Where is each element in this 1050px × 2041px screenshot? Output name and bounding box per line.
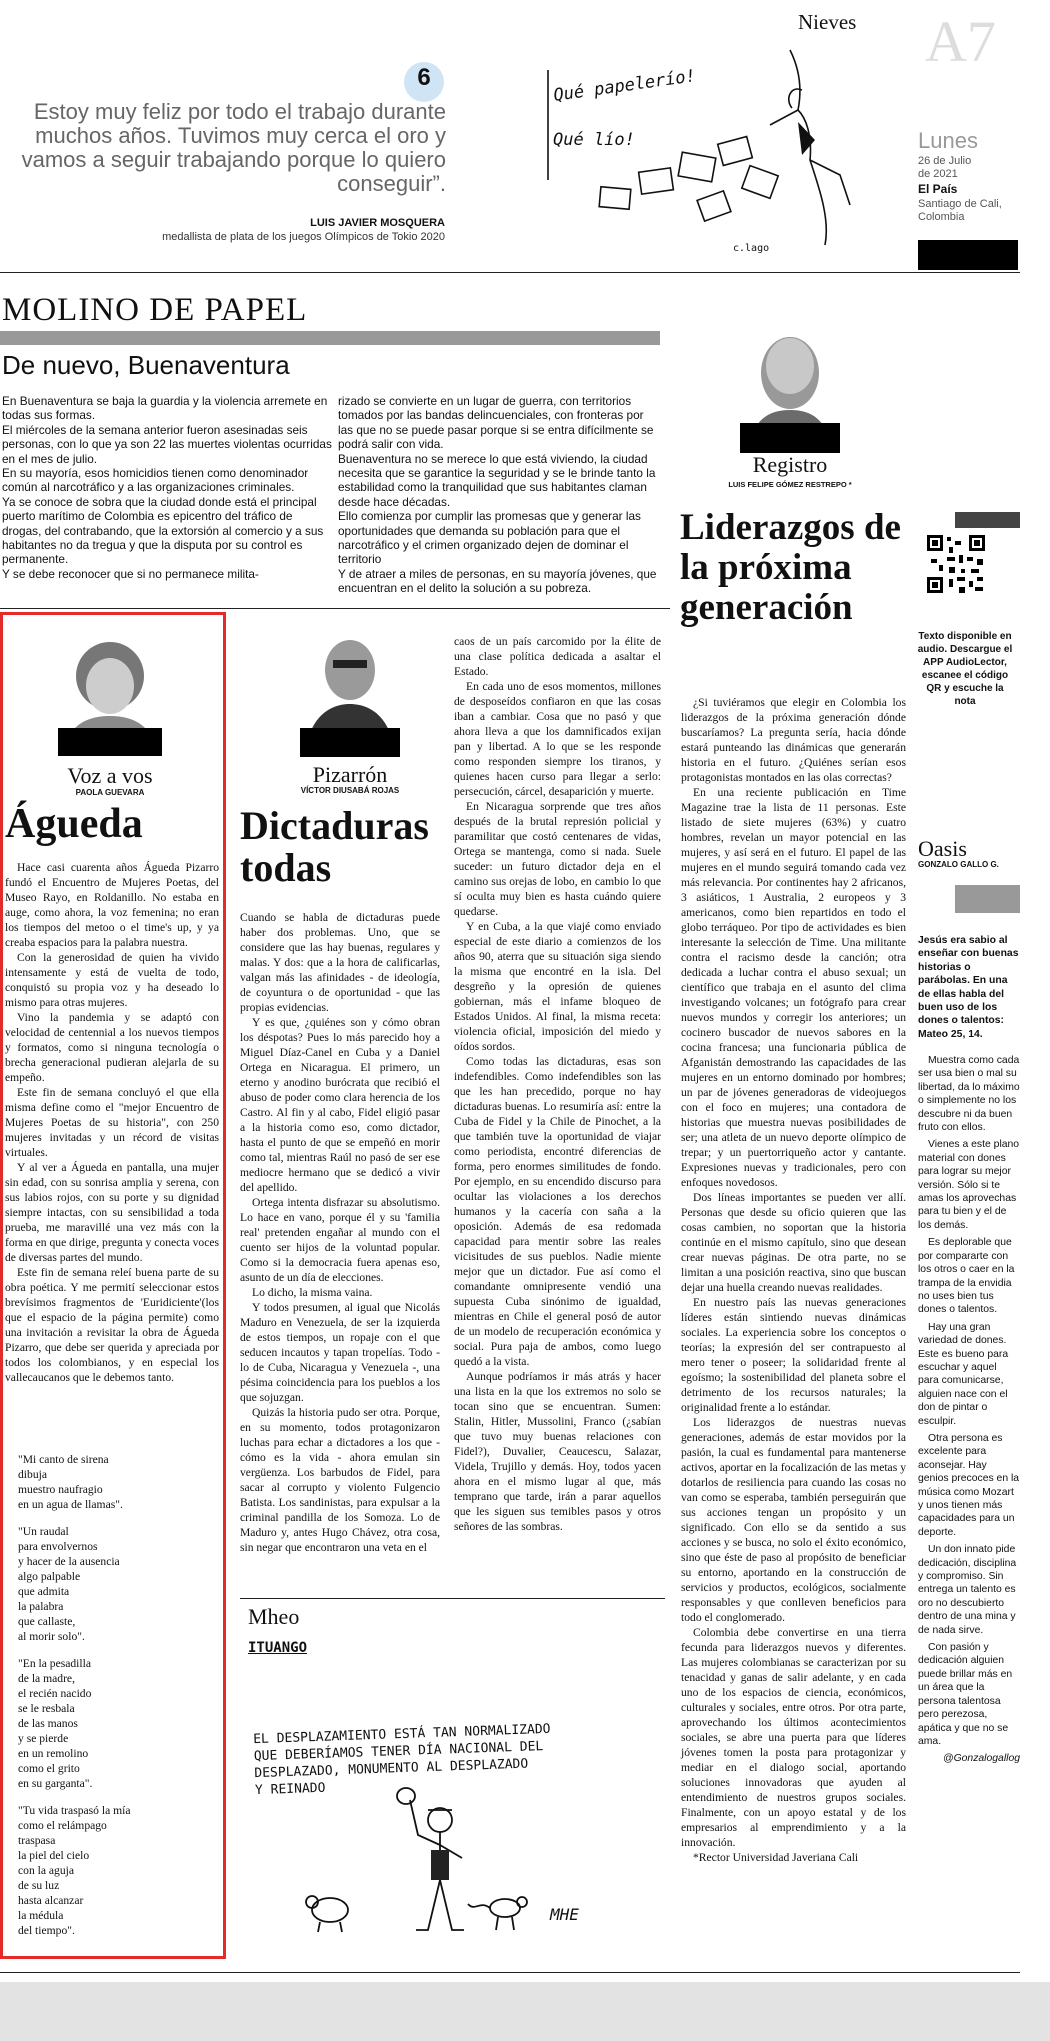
oasis-paragraph: Vienes a este plano material con dones para lograr su mejor versión. Sólo si te amas los aprovechas para tu bien y el de los demás. [918,1139,1020,1231]
top-rule [0,272,1020,273]
registro-title: Liderazgos de la próxima generación [680,507,901,628]
oasis-paragraph: Hay una gran variedad de dones. Este es bueno para escuchar y aquel para comunicarse, alguien nace con el don de pintar o esculpir. [918,1321,1009,1427]
voz-title: Águeda [5,801,143,847]
voz-portrait-image [56,628,164,756]
footer-band [0,1982,1050,2041]
pizarron-author: VÍCTOR DIUSABÁ ROJAS [300,786,400,795]
quote-text: Estoy muy feliz por todo el trabajo durante muchos años. Tuvimos muy cerca el oro y vamos a seguir trabajando porque lo quiero conseguir”. [21,99,446,196]
registro-footnote: *Rector Universidad Javeriana Cali [693,1851,859,1864]
pizarron-paragraph: caos de un país carcomido por la élite de una clase política dedicada a asaltar el Estado. [454,635,661,678]
oasis-lead: Jesús era sabio al enseñar con buenas historias o parábolas. En una de ellas habla del buen uso de los dones o talentos: Mateo 25, 14. [918,935,1019,1040]
oasis-author: GONZALO GALLO G. [918,860,999,869]
pizarron-title: Dictaduras todas [240,803,429,890]
audio-text-line: escanee el código [921,670,1009,681]
voz-poem: "Mi canto de sirena dibuja muestro naufragio en un agua de llamas". [18,1453,123,1511]
voz-paragraph: Este fin de semana concluyó el que ella misma define como el "mejor Encuentro de Mujeres Poetas de su historia", con 250 mujeres invitadas y un récord de visitas virtuales. [5,1086,219,1159]
pizarron-paragraph: Quizás la historia pudo ser otra. Porque, en su momento, todos protagonizaron luchas para echar a dictadores a los que - cómo es la vida - ahora emulan sin vergüenza. Los barbudos de Fidel, para sacar al corrupto y violento Fulgencio Batista. Los sandinistas, para expulsar a la criminal pandilla de los Somoza. Lo de Maduro y, antes Hugo Chávez, otra cosa, sin negar que encontraron una veta en el [240,1406,440,1554]
registro-body [681,695,906,1865]
pizarron-portrait-image [300,622,400,757]
editorial-title: De nuevo, Buenaventura [2,350,290,380]
oasis-bar [955,885,1020,913]
registro-paragraph: En una reciente publicación en Time Magazine trae la lista de 11 personas. Este listado de siete mujeres (63%) y cuatro hombres, revelan un mayor potencial en las mujeres, y así será en el futuro. El papel de las mujeres en el mundo seguirá tomando cada vez más relevancia. Por continentes hay 2 africanos, 3 asiáticos, 1 Australia, 2 europeos y 3 americanos, como bien repartidos en todo el globo terráqueo. Por tipo de actividades es bien interesante la selección de Time. Una militante contra el racismo desde la canción; otra dedicada a luchar contra el abuso sexual; un científico que trabaja en el asunto del clima investigando volcanes; un fotógrafo para crear nuevos mundos y corregir los anteriores; un cocinero buscador de nuevos sabores en la cocina francesa; una funcionaria pública de Afganistán demostrando las capacidades de las mujeres en un entorno dominado por hombres; un par de jóvenes generadoras de videojuegos con el foco en mujeres; una contadora de historias que muestra nuevas posibilidades de ser; una atleta de un nuevo deporte olímpico de trepar; y un puertorriqueño actor y cantante. Expresiones nuevas y tradicionales, pero con enfoques novedosos. [681,786,906,1189]
registro-paragraph: Los liderazgos de nuestras nuevas generaciones, además de estar movidos por la pasión, la cual es fundamental para mantenerse activos, aportar en la focalización de las metas y dotarlos de resiliencia para cuando las cosas no van como se esperaba, también perseguirán que sus acciones tengan un propósito y un significado. Con ello se da sentido a sus acciones y se busca, no solo el éxito económico, sino que éste de paso al propósito de beneficiar su entorno, aportando en la construcción de servicios y productos, ecológicos, socialmente responsables y que conlleven beneficios para todo el conglomerado. [681,1416,906,1624]
audio-text-line: Texto disponible en [918,631,1012,642]
top-cartoon-signature: c.lago [733,243,770,254]
editorial-section: MOLINO DE PAPEL [2,292,308,328]
voz-paragraph: Hace casi cuarenta años Águeda Pizarro fundó el Encuentro de Mujeres Poetas, del Museo Rayo, en Roldanillo. No estaba en auge, como ahora, la voz femenina; no eran los tiempos del metoo o el time's up, y ya creaba espacios para la palabra nuestra. [5,861,219,949]
voz-portrait [56,628,164,756]
pizarron-paragraph: En cada uno de esos momentos, millones de desposeídos confiaron en que las cosas iban a cambiar. Cosa que no pasó y que ahora lleva a que los damnificados exijan pan y libertad. A lo que se les responde como responden siempre los tiranos, y quienes hacen curso para llegar a serlo: persecución, cárcel, desaparición y muerte. [454,680,661,798]
top-cartoon-speech-1: Qué papelerío! [552,66,697,106]
voz-poem: "Un raudal para envolvernos y hacer de la ausencia algo palpable que admita la palabra que callaste, al morir solo". [18,1525,120,1643]
paper-name: El País [918,182,958,196]
voz-paragraph: Vino la pandemia y se adaptó con velocidad de centennial a los nuevos tiempos y formatos, como si ninguna tecnología o brecha generacional pudieran alejarla de su empeño. [5,1011,219,1084]
voz-poem: "Tu vida traspasó la mía como el relámpago traspasa la piel del cielo con la aguja de su luz hasta alcanzar la médula del tiempo". [18,1804,131,1937]
voz-paragraph: Este fin de semana releí buena parte de su obra poética. Y me permití seleccionar estos brevísimos fragmentos de 'Euridiciente'(los que el espacio de la página permite) como una invitación a revisitar la obra de Águeda Pizarro, que debe ser querida y apreciada por todos los colombianos, y en especial los vallecaucanos que le debemos tanto. [5,1266,219,1384]
oasis-paragraph: Muestra como cada ser usa bien o mal su libertad, da lo máximo o simplemente no los descubre ni da buen fruto con ellos. [918,1055,1020,1134]
oasis-paragraph: Otra persona es excelente para aconsejar. Hay genios precoces en la música como Mozart y unos tienen más capacidades para un deporte. [918,1432,1020,1538]
pizarron-paragraph: Y todos presumen, al igual que Nicolás Maduro en Venezuela, de ser la izquierda de estos tiempos, un ropaje con el que seducen incautos y tapan tropelías. Todo - lo de Cuba, Nicaragua y Venezuela -, una pésima coincidencia para los pueblos a los que sojuzgan. [240,1301,440,1404]
mheo-signature: MHE [550,1905,579,1924]
editorial-col2: rizado se convierte en un lugar de guerra, con territorios tomados por las bandas delincuenciales, con fronteras por las que no se puede pasar porque si se entra difícilmente se podrá salir con vida. Buenaventura no se merece lo que está viviendo, la ciudad necesita que se garantice la seguridad y se le brinde tanto la estabilidad como la tranquilidad que sus habitantes claman desde hace décadas. Ello comienza por cumplir las promesas que y generar las oportunidades que demanda su población para que el narcotráfico y el crimen organizado dejen de dominar el territorio Y de atraer a miles de personas, en su mayoría jóvenes, que encuentran en el delito la solución a su pobreza. [338,394,657,596]
voz-body [5,860,219,1385]
registro-paragraph: En nuestro país las nuevas generaciones líderes están sintiendo nuevas dinámicas sociales. La experiencia sobre los conceptos o teorías; la expresión del ser contrapuesto al mero tener o poseer; la solidaridad frente al egoísmo; la sostenibilidad del planeta sobre el detrimento de los recursos naturales; la originalidad frente a lo estándar. [681,1296,906,1414]
oasis-column: Oasis [918,836,967,861]
pizarron-paragraph: Cuando se habla de dictaduras puede haber dos problemas. Uno, que se considere que las hay buenas, regulares y malas. Y dos: que a la hora de calificarlas, valgan más las afinidades - de ideología, de coyuntura o de oportunidad - que las propias evidencias. [240,911,440,1014]
voz-paragraph: Con la generosidad de quien ha vivido intensamente y está de vuelta de todo, conquistó su propia voz y ha deseado lo mismo para otras mujeres. [5,951,219,1009]
qr-code-image [925,533,987,595]
oasis-paragraph: Es deplorable que por compararte con los otros o caer en la trampa de la envidia no uses bien tus dones o talentos. [918,1237,1015,1316]
pizarron-portrait [300,622,400,757]
mheo-top-rule [240,1598,665,1599]
pizarron-col2 [454,634,661,1534]
registro-author: LUIS FELIPE GÓMEZ RESTREPO * [728,480,852,489]
editorial-section-bar [0,331,660,345]
qr-code[interactable] [925,533,987,595]
date: 26 de Julio de 2021 [918,155,972,180]
quote-number: 6 [417,64,431,91]
pizarron-column: Pizarrón [312,762,388,787]
pizarron-paragraph: En Nicaragua sorprende que tres años después de la brutal represión policial y paramilitar que costó centenares de vidas, Ortega se mantenga, como si nada. Suele suceder: un futuro dictador deja en el camino sus orejas de lobo, en cambio lo que sí oculta muy bien es hasta cuándo quiere quedarse. [454,800,661,918]
city: Santiago de Cali, Colombia [918,198,1002,223]
pizarron-paragraph: Y en Cuba, a la que viajé como enviado especial de este diario a comienzos de los años 90, aterra que su situación siga siendo la misma que encontré en la isla. Del desgreño y la opresión de quienes gobiernan, más el infame bloqueo de Estados Unidos. Al final, la misma receta: violencia oficial, imposición del miedo y oídos sordos. [454,920,661,1053]
registro-portrait [740,318,840,453]
voz-column: Voz a vos [67,763,153,788]
page-number: A7 [925,9,996,74]
registro-paragraph: Colombia debe convertirse en una tierra fecunda para liderazgos nuevos y diferentes. Las mujeres colombianas se caracterizan por su tenacidad y ganas de salir adelante, y en cada uno de los espacios de ciencia, económicos, culturales y sociales, entre otros. Por otra parte, aprovechando los últimos acontecimientos sociales, se abre una puerta para que líderes jóvenes tomen la posta para protagonizar y mediar en el dialogo social, aportando soluciones innovadoras que ayuden al entendimiento de nuestros grupos sociales. Finalmente, con un apoyo estatal y de los empresarios al emprendimiento y a la innovación. [681,1626,906,1849]
audio-text-line: audio. Descargue el [917,644,1013,655]
mheo-column: Mheo [248,1604,300,1629]
pizarron-paragraph: Ortega intenta disfrazar su absolutismo. Lo hace en vano, porque él y su 'familia real' pretenden engañar al mundo con el cuento ser hijos de la voluntad popular. Como si la democracia fuera apenas eso, asunto de un día de elecciones. [240,1196,440,1284]
audio-text-line: nota [954,696,976,707]
audio-text [910,630,1020,708]
voz-author: PAOLA GUEVARA [75,788,145,797]
audio-text-line: QR y escuche la [926,683,1004,694]
pizarron-paragraph: Aunque podríamos ir más atrás y hacer una lista en la que los extremos no solo se tocan sino que se encuentran. Sumen: Stalin, Hitler, Mussolini, Franco (¿sabían que tuvo muy buenas relaciones con Fidel?), Duvalier, Ceaucescu, Salazar, Videla, Trujillo y demás. Hoy, todos yacen ahora en el mismo lugar al que, más temprano que tarde, irán a parar aquellos que les siguen sus temibles pasos y otros señores de las sombras. [454,1370,661,1533]
day: Lunes [918,128,978,153]
registro-portrait-image [740,318,840,453]
section-tag: Nieves [798,10,857,34]
registro-paragraph: ¿Si tuviéramos que elegir en Colombia los liderazgos de la próxima generación dónde buscaríamos? La pregunta sería, hacia dónde estará punteando las dinámicas que generarán historia en el futuro. ¿Quiénes serían esos protagonistas montados en las olas correctas? [681,696,906,784]
pizarron-paragraph: Como todas las dictaduras, esas son indefendibles. Como indefendibles son las que les han precedido, porque no hay dictaduras buenas. Lo resumiría así: entre la Cuba de Fidel y la Chile de Pinochet, a la que también tuve la oportunidad de viajar como periodista, encontré diferencias de forma, pero enormes similitudes de fondo. Por ejemplo, en su encendido discurso para ocultar las violaciones a los derechos humanos y la cacería con saña a la oposición. Además de esa redomada capacidad para mentir sobre las reales vicisitudes de sus pueblos. Nadie miente mejor que un dictador. Fue así como el comandante omnipresente vendió una supuesta Cuba sinónimo de igualdad, mientras en Chile el general posó de autor de un modelo de recuperación económica y social. Pura paja de ambos, como luego quedó a la vista. [454,1055,661,1368]
pizarron-paragraph: Lo dicho, la misma vaina. [252,1286,373,1299]
audio-text-line: APP AudioLector, [923,657,1007,668]
voz-paragraph: Y al ver a Águeda en pantalla, una mujer sin edad, con su sonrisa amplia y serena, con sus labios rojos, con su porte y su dignidad siempre intactas, con su sensibilidad a toda prueba, me maravillé una vez más con la forma en que dirige, pregunta y conecta voces de diversas partes del mundo. [5,1161,219,1264]
oasis-paragraph: Con pasión y dedicación alguien puede brillar más en un área que la persona talentosa pero perezosa, apática y que no se ama. [918,1642,1013,1747]
mheo-subtitle: ITUANGO [248,1640,308,1656]
registro-paragraph: Dos líneas importantes se pueden ver allí. Personas que desde su oficio quieren que las cosas cambien, no soportan que la historia continúe en el mismo capítulo, sino que desean crear nuevas páginas. De otra parte, no se limitan a una posición reactiva, sino que buscan dejar una huella creando nuevas realidades. [681,1191,906,1294]
editorial-col1: En Buenaventura se baja la guardia y la violencia arremete en todas sus formas. El miércoles de la semana anterior fueron asesinadas seis personas, con lo que ya son 22 las muertes violentas ocurridas en el mes de julio. En su mayoría, esos homicidios tienen como denominador común al narcotráfico y a las organizaciones criminales. Ya se conoce de sobra que la ciudad donde está el principal puerto marítimo de Colombia es epicentro del tráfico de drogas, del contrabando, que la extorsión al comercio y a sus habitantes no da tregua y que la disputa por su control es permanente. Y se debe reconocer que si no permanece milita- [2,394,332,581]
voz-poem: "En la pesadilla de la madre, el recién nacido se le resbala de las manos y se pierde en un remolino como el grito en su garganta". [18,1657,93,1790]
top-cartoon-speech-2: Qué lío! [553,130,635,150]
quote-author: LUIS JAVIER MOSQUERA [310,217,445,229]
registro-column: Registro [752,452,828,477]
oasis-paragraph: Un don innato pide dedicación, disciplina y compromiso. Sin entrega un talento es oro no descubierto dentro de una mina y de nada sirve. [918,1544,1017,1636]
pizarron-col1 [240,910,440,1555]
footer-rule [0,1972,1020,1973]
oasis-handle: @Gonzalogallog [943,1753,1020,1765]
editorial-bottom-rule [0,608,670,609]
quote-role: medallista de plata de los juegos Olímpicos de Tokio 2020 [162,231,445,243]
audio-bar [955,512,1020,528]
pizarron-paragraph: Y es que, ¿quiénes son y cómo obran los déspotas? Pues lo más parecido hoy a Miguel Díaz-Canel en Cuba y a Daniel Ortega en Nicaragua. El primero, un eterno y anodino burócrata que recibió el abuso de poder como clara herencia de los Castro. Al fin y al cabo, Fidel eligió pasar a la historia como eso, como dictador, hasta el punto de que se empeñó en morir como tal, mientras Raúl no pasó de ser ese mediocre hermano que se dedicó a vivir del apellido. [240,1016,440,1194]
mheo-caption: EL DESPLAZAMIENTO ESTÁ TAN NORMALIZADO QUE DEBERÍAMOS TENER DÍA NACIONAL DEL DESPLAZADO, MONUMENTO AL DESPLAZADO Y REINADO [252,1721,551,1799]
date-black-bar [918,240,1018,270]
voz-poems [18,1452,218,1950]
oasis-body [918,1054,1020,1766]
